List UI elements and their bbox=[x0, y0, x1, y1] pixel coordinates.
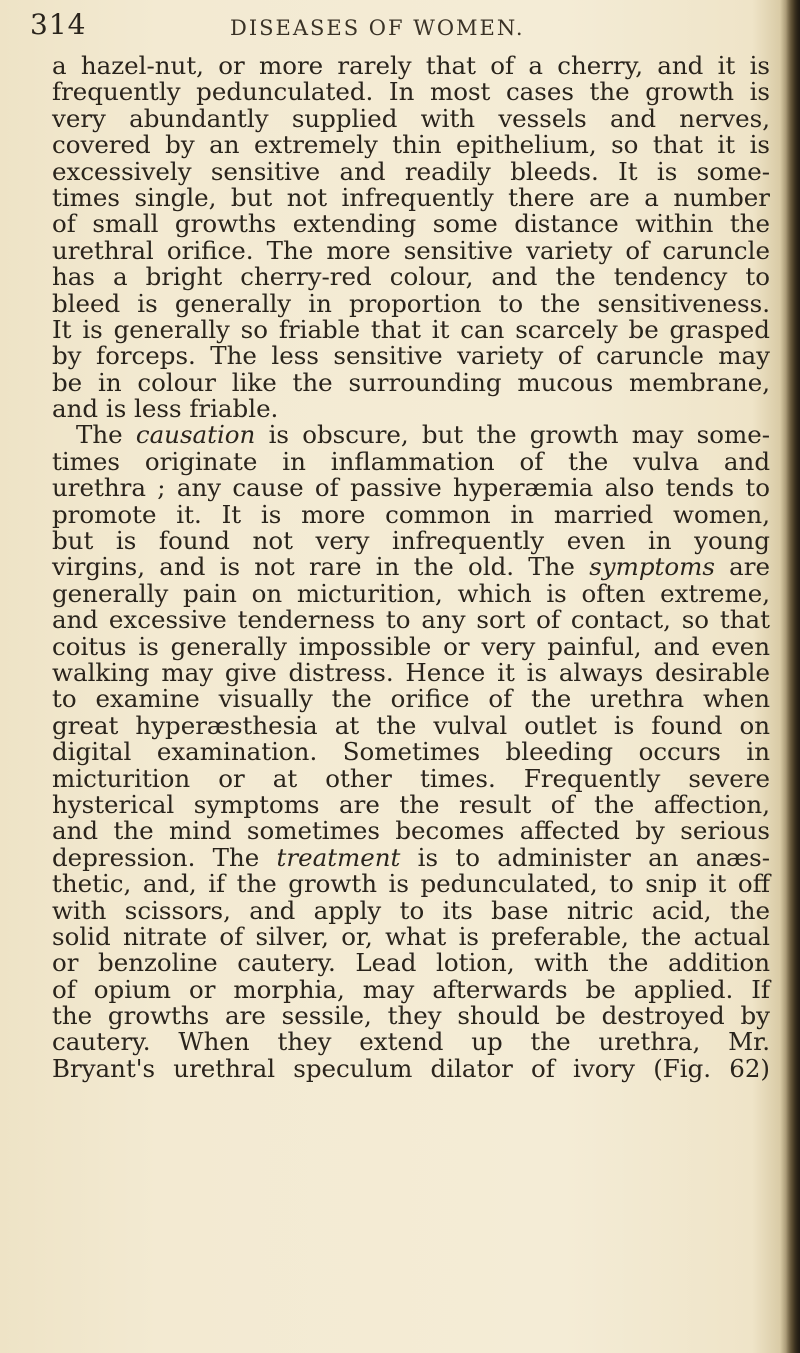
italic-term-causation: causation bbox=[135, 420, 256, 450]
text-line: thetic, and, if the growth is pedunculated, to snip it off bbox=[52, 869, 770, 899]
text-line: promote it. It is more common in married women, bbox=[52, 499, 770, 529]
line-segment: The bbox=[76, 420, 136, 450]
italic-term-treatment: treatment bbox=[276, 842, 401, 872]
text-line: cautery. When they extend up the urethra, Mr. bbox=[52, 1027, 770, 1057]
line-segment: is to administer an anæs- bbox=[400, 842, 770, 872]
text-line: has a bright cherry-red colour, and the tendency to bbox=[52, 262, 770, 292]
text-line: walking may give distress. Hence it is always desirable bbox=[52, 657, 770, 687]
text-line: great hyperæsthesia at the vulval outlet is found on bbox=[52, 710, 770, 740]
text-line: excessively sensitive and readily bleeds. It is some- bbox=[52, 156, 770, 186]
text-line: digital examination. Sometimes bleeding occurs in bbox=[52, 737, 770, 767]
text-line: and the mind sometimes becomes affected by serious bbox=[52, 816, 770, 846]
text-line: times originate in inflammation of the vulva and bbox=[52, 446, 770, 476]
text-line: a hazel-nut, or more rarely that of a cherry, and it is bbox=[52, 51, 770, 80]
text-line: be in colour like the surrounding mucous membrane, bbox=[52, 367, 770, 397]
text-line: but is found not very infrequently even in young bbox=[52, 526, 770, 556]
running-head bbox=[30, 8, 730, 48]
running-title: DISEASES OF WOMEN. bbox=[230, 16, 525, 40]
text-line: the growths are sessile, they should be destroyed by bbox=[52, 1001, 770, 1031]
body-text bbox=[52, 53, 770, 1082]
text-line: and excessive tenderness to any sort of contact, so that bbox=[52, 605, 770, 635]
page-edge-shadow bbox=[786, 0, 800, 1353]
line-segment: is obscure, but the growth may some- bbox=[255, 420, 770, 450]
text-line: bleed is generally in proportion to the sensitiveness. bbox=[52, 288, 770, 318]
text-line bbox=[52, 842, 770, 872]
text-line: urethra ; any cause of passive hyperæmia also tends to bbox=[52, 473, 770, 503]
line-segment: virgins, and is not rare in the old. The bbox=[52, 552, 590, 582]
text-line: frequently pedunculated. In most cases the growth is bbox=[52, 77, 770, 107]
text-line: Bryant's urethral speculum dilator of ivory (Fig. 62) bbox=[52, 1053, 770, 1083]
text-line: coitus is generally impossible or very painful, and even bbox=[52, 631, 770, 661]
line-segment: depression. The bbox=[52, 842, 277, 872]
text-line: micturition or at other times. Frequently severe bbox=[52, 763, 770, 793]
text-line: hysterical symptoms are the result of the affection, bbox=[52, 789, 770, 819]
text-line: times single, but not infrequently there are a number bbox=[52, 182, 770, 212]
text-line: or benzoline cautery. Lead lotion, with the addition bbox=[52, 948, 770, 978]
text-line: to examine visually the orifice of the urethra when bbox=[52, 684, 770, 714]
text-line bbox=[52, 554, 770, 580]
text-line: covered by an extremely thin epithelium, so that it is bbox=[52, 130, 770, 160]
text-line: urethral orifice. The more sensitive variety of caruncle bbox=[52, 235, 770, 265]
text-line: and is less friable. bbox=[52, 394, 279, 424]
text-line: with scissors, and apply to its base nitric acid, the bbox=[52, 895, 770, 925]
text-line: It is generally so friable that it can scarcely be grasped bbox=[52, 314, 770, 344]
text-line: of small growths extending some distance within the bbox=[52, 209, 770, 239]
text-line: solid nitrate of silver, or, what is preferable, the actual bbox=[52, 921, 770, 951]
italic-term-symptoms: symptoms bbox=[589, 552, 715, 582]
text-line bbox=[52, 422, 770, 448]
text-line: of opium or morphia, may afterwards be applied. If bbox=[52, 974, 770, 1004]
page-number: 314 bbox=[30, 8, 87, 41]
line-segment: are bbox=[714, 552, 770, 582]
text-line: very abundantly supplied with vessels and nerves, bbox=[52, 103, 770, 133]
text-line: by forceps. The less sensitive variety of caruncle may bbox=[52, 341, 770, 371]
text-line: generally pain on micturition, which is often extreme, bbox=[52, 578, 770, 608]
